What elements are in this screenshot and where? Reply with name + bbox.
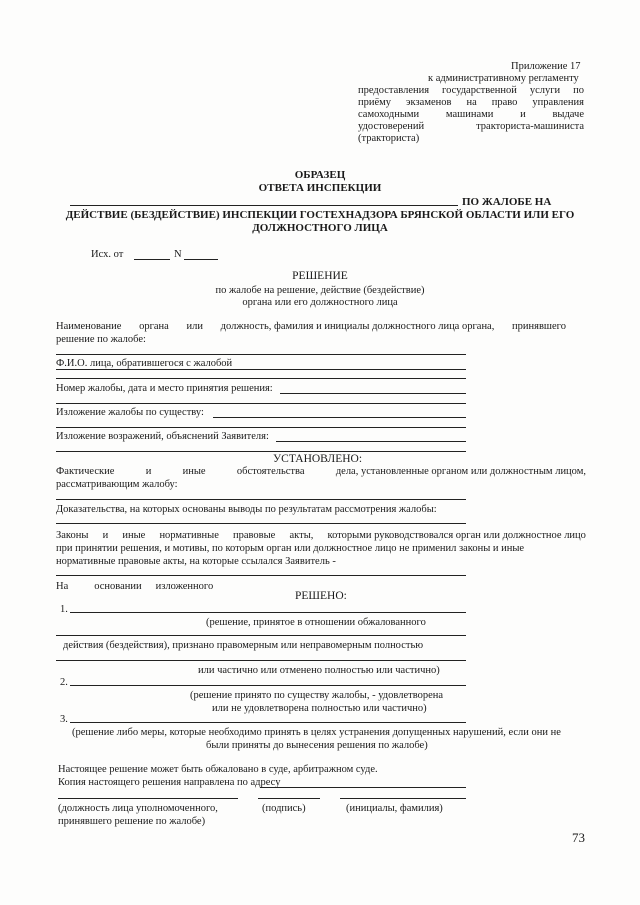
title-inspection-answer: ОТВЕТА ИНСПЕКЦИИ [258, 182, 382, 194]
item2-note: или не удовлетворена полностью или частично) [212, 703, 427, 714]
blank-line [56, 403, 466, 404]
blank-line [56, 499, 466, 500]
item-number: 3. [60, 714, 68, 725]
copy-sent-label: Копия настоящего решения направлена по адресу [58, 777, 281, 788]
organ-name-label: Наименование органа или должность, фамилия и инициалы должностного лица органа, принявшего [56, 321, 566, 332]
signature-position-caption: (должность лица уполномоченного, [58, 803, 218, 814]
item1-note: действия (бездействия), признано правомерным или неправомерным полностью [63, 640, 424, 651]
objections-label: Изложение возражений, объяснений Заявителя: [56, 431, 269, 442]
appendix-line: к административному регламенту [428, 73, 579, 84]
item3-note: были приняты до вынесения решения по жалобе) [206, 740, 428, 751]
facts-label: рассматривающим жалобу: [56, 479, 178, 490]
blank-line [276, 441, 466, 442]
blank-line [56, 369, 466, 370]
title-blank-line [70, 205, 458, 206]
blank-line [56, 575, 466, 576]
signature-sign-caption: (подпись) [262, 803, 306, 814]
appendix-line: приёму экзаменов на право управления [358, 97, 584, 108]
page-number: 73 [572, 830, 585, 845]
blank-line [213, 417, 466, 418]
basis-label: На основании изложенного [56, 581, 214, 592]
appendix-line: самоходными машинами и выдаче [358, 109, 584, 120]
signature-line [340, 798, 466, 799]
appeal-note: Настоящее решение может быть обжаловано в суде, арбитражном суде. [58, 764, 378, 775]
outgoing-ref: Исх. от [91, 249, 124, 260]
blank-line [70, 722, 466, 723]
facts-label: Фактические и иные обстоятельства дела, установленные органом или должностным лицом, [56, 466, 586, 477]
blank-line [70, 685, 466, 686]
signature-line [258, 798, 320, 799]
outgoing-n: N [174, 249, 182, 260]
item-number: 2. [60, 677, 68, 688]
blank-line [260, 787, 466, 788]
title-official: ДОЛЖНОСТНОГО ЛИЦА [252, 222, 388, 234]
blank-line [56, 523, 466, 524]
signature-initials-caption: (инициалы, фамилия) [346, 803, 443, 814]
title-complaint: ПО ЖАЛОБЕ НА [462, 196, 552, 208]
established-heading: УСТАНОВЛЕНО: [273, 453, 363, 465]
evidence-label: Доказательства, на которых основаны выводы по результатам рассмотрения жалобы: [56, 504, 437, 515]
decision-subheading: по жалобе на решение, действие (бездействие) [215, 285, 425, 296]
item-number: 1. [60, 604, 68, 615]
title-action: ДЕЙСТВИЕ (БЕЗДЕЙСТВИЕ) ИНСПЕКЦИИ ГОСТЕХНАДЗОРА БРЯНСКОЙ ОБЛАСТИ ИЛИ ЕГО [65, 209, 575, 221]
complaint-number-label: Номер жалобы, дата и место принятия решения: [56, 383, 273, 394]
organ-name-label: решение по жалобе: [56, 334, 146, 345]
blank-line [56, 354, 466, 355]
laws-label: нормативные правовые акты, на которые ссылался Заявитель - [56, 556, 336, 567]
appendix-number: Приложение 17 [511, 61, 581, 72]
laws-label: Законы и иные нормативные правовые акты, которыми руководствовался орган или должностное лицо [56, 530, 586, 541]
item2-note: (решение принято по существу жалобы, - удовлетворена [190, 690, 444, 701]
appendix-line: удостоверений тракториста-машиниста [358, 121, 584, 132]
applicant-label: Ф.И.О. лица, обратившегося с жалобой [56, 358, 233, 369]
resolved-heading: РЕШЕНО: [295, 590, 347, 602]
blank-line [56, 635, 466, 636]
blank-line [56, 660, 466, 661]
item1-note: (решение, принятое в отношении обжалованного [206, 617, 426, 628]
signature-position-caption: принявшего решение по жалобе) [58, 816, 206, 827]
decision-subheading: органа или его должностного лица [242, 297, 398, 308]
blank-line [280, 393, 466, 394]
blank-line [56, 427, 466, 428]
laws-label: при принятии решения, и мотивы, по которым орган или должностное лицо не применил законы и иные [56, 543, 525, 554]
blank-line [56, 378, 466, 379]
outgoing-number-line [184, 259, 218, 260]
decision-heading: РЕШЕНИЕ [292, 270, 348, 282]
item3-note: (решение либо меры, которые необходимо принять в целях устранения допущенных нарушений, если они не [72, 727, 561, 738]
title-sample: ОБРАЗЕЦ [294, 169, 346, 181]
item1-note: или частично или отменено полностью или частично) [198, 665, 440, 676]
blank-line [70, 612, 466, 613]
appendix-line: предоставления государственной услуги по [358, 85, 584, 96]
outgoing-date-line [134, 259, 170, 260]
signature-line [58, 798, 238, 799]
blank-line [56, 451, 466, 452]
complaint-summary-label: Изложение жалобы по существу: [56, 407, 204, 418]
appendix-line: (тракториста) [358, 133, 420, 144]
